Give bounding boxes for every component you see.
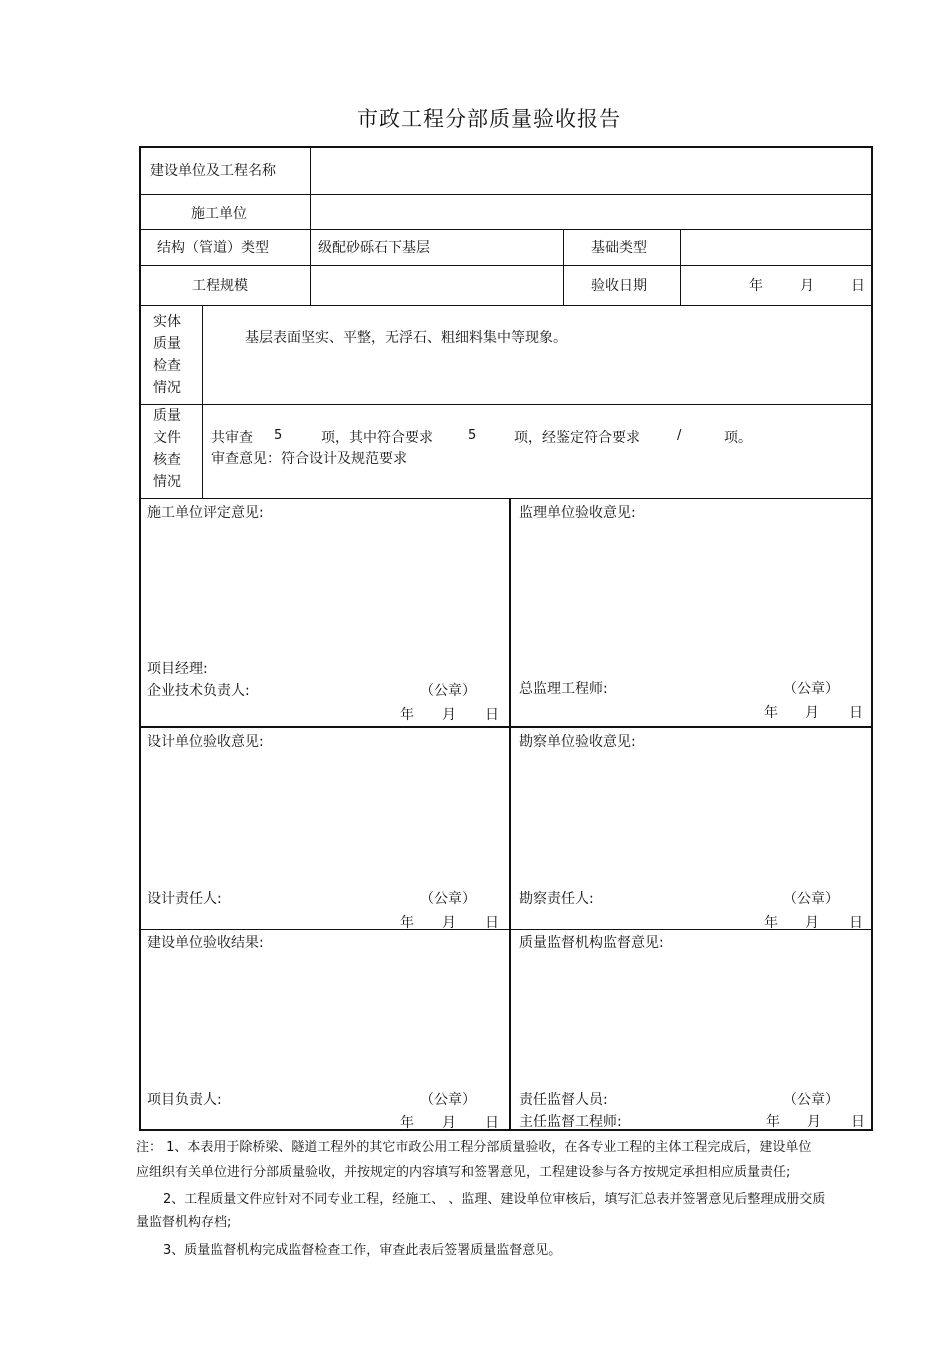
contractor-opinion-title: 施工单位评定意见: bbox=[147, 505, 264, 521]
quality-check-label-2: 质量 bbox=[153, 336, 181, 352]
survey-seal: （公章） bbox=[783, 891, 839, 907]
regulator-chief-engineer: 主任监督工程师: bbox=[519, 1114, 622, 1130]
regulator-seal: （公章） bbox=[783, 1092, 839, 1108]
date-year: 年 bbox=[749, 278, 763, 294]
row-divider bbox=[139, 194, 873, 195]
regulator-day: 日 bbox=[851, 1114, 865, 1130]
designer-responsible: 设计责任人: bbox=[147, 891, 222, 907]
owner-result-title: 建设单位验收结果: bbox=[147, 935, 264, 951]
date-label: 验收日期 bbox=[591, 278, 647, 294]
survey-month: 月 bbox=[805, 915, 819, 931]
row-divider bbox=[139, 929, 873, 930]
note-line-3: 2、工程质量文件应针对不同专业工程，经施工、 、监理、建设单位审核后，填写汇总表并签署意见后整理成册交质 bbox=[163, 1192, 826, 1207]
doc-review-total-count: 5 bbox=[274, 428, 283, 443]
designer-opinion-title: 设计单位验收意见: bbox=[147, 734, 264, 750]
quality-check-label-1: 实体 bbox=[153, 314, 181, 330]
survey-opinion-title: 勘察单位验收意见: bbox=[519, 734, 636, 750]
survey-day: 日 bbox=[849, 915, 863, 931]
col-divider bbox=[680, 229, 681, 305]
supervisor-day: 日 bbox=[849, 705, 863, 721]
designer-day: 日 bbox=[485, 915, 499, 931]
doc-review-label-4: 情况 bbox=[153, 474, 181, 490]
doc-review-comply-prefix: 项，其中符合要求 bbox=[321, 430, 433, 446]
col-divider bbox=[563, 229, 564, 305]
project-name-label: 建设单位及工程名称 bbox=[150, 163, 276, 179]
supervisor-seal: （公章） bbox=[783, 681, 839, 697]
doc-review-label-2: 文件 bbox=[153, 430, 181, 446]
doc-review-appraisal-count: / bbox=[677, 428, 682, 443]
supervisor-chief-engineer: 总监理工程师: bbox=[519, 681, 608, 697]
owner-day: 日 bbox=[485, 1115, 499, 1131]
contractor-seal: （公章） bbox=[420, 683, 476, 699]
scale-label: 工程规模 bbox=[192, 278, 248, 294]
quality-check-label-4: 情况 bbox=[153, 380, 181, 396]
supervisor-month: 月 bbox=[805, 705, 819, 721]
row-divider bbox=[139, 404, 873, 405]
table-border-left bbox=[139, 146, 141, 1131]
col-divider bbox=[202, 305, 203, 498]
note-line-2: 应组织有关单位进行分部质量验收，并按规定的内容填写和签署意见，工程建设参与各方按规定承担相应质量责任; bbox=[136, 1165, 791, 1180]
quality-check-content: 基层表面坚实、平整，无浮石、粗细料集中等现象。 bbox=[245, 330, 567, 346]
date-month: 月 bbox=[800, 278, 814, 294]
contractor-day: 日 bbox=[485, 707, 499, 723]
regulator-supervisor: 责任监督人员: bbox=[519, 1092, 608, 1108]
note-line-4: 量监督机构存档; bbox=[136, 1215, 232, 1230]
survey-responsible: 勘察责任人: bbox=[519, 891, 594, 907]
structure-type-value: 级配砂砾石下基层 bbox=[318, 240, 430, 256]
structure-type-label: 结构（管道）类型 bbox=[157, 240, 269, 256]
note-line-1: 注： 1、本表用于除桥梁、隧道工程外的其它市政公用工程分部质量验收，在各专业工程的主体工程完成后，建设单位 bbox=[136, 1140, 812, 1155]
contractor-tech-lead: 企业技术负责人: bbox=[147, 683, 250, 699]
survey-year: 年 bbox=[764, 915, 778, 931]
owner-seal: （公章） bbox=[420, 1092, 476, 1108]
row-divider bbox=[139, 726, 873, 728]
designer-seal: （公章） bbox=[420, 891, 476, 907]
date-day: 日 bbox=[851, 278, 865, 294]
doc-review-label-1: 质量 bbox=[153, 408, 181, 424]
quality-check-label-3: 检查 bbox=[153, 358, 181, 374]
contractor-year: 年 bbox=[400, 707, 414, 723]
row-divider bbox=[139, 498, 873, 499]
regulator-year: 年 bbox=[766, 1114, 780, 1130]
designer-month: 月 bbox=[442, 915, 456, 931]
doc-review-comply-count: 5 bbox=[468, 428, 477, 443]
contractor-label: 施工单位 bbox=[191, 206, 247, 222]
row-divider bbox=[139, 305, 873, 306]
page-title: 市政工程分部质量验收报告 bbox=[357, 107, 621, 131]
table-border-top bbox=[139, 146, 873, 148]
contractor-project-manager: 项目经理: bbox=[147, 661, 208, 677]
doc-review-suffix: 项。 bbox=[724, 430, 752, 446]
row-divider bbox=[139, 229, 873, 230]
regulator-opinion-title: 质量监督机构监督意见: bbox=[519, 935, 664, 951]
doc-review-total-prefix: 共审查 bbox=[211, 430, 253, 446]
regulator-month: 月 bbox=[807, 1114, 821, 1130]
supervisor-year: 年 bbox=[764, 705, 778, 721]
contractor-month: 月 bbox=[442, 707, 456, 723]
supervisor-opinion-title: 监理单位验收意见: bbox=[519, 505, 636, 521]
table-border-right bbox=[871, 146, 873, 1131]
owner-project-lead: 项目负责人: bbox=[147, 1092, 222, 1108]
col-divider bbox=[509, 498, 511, 1130]
note-line-5: 3、质量监督机构完成监督检查工作，审查此表后签署质量监督意见。 bbox=[163, 1243, 562, 1258]
row-divider bbox=[139, 265, 873, 266]
doc-review-appraisal-prefix: 项，经鉴定符合要求 bbox=[514, 430, 640, 446]
doc-review-label-3: 核查 bbox=[153, 452, 181, 468]
owner-month: 月 bbox=[442, 1115, 456, 1131]
doc-review-opinion: 审查意见：符合设计及规范要求 bbox=[211, 451, 407, 467]
foundation-type-label: 基础类型 bbox=[591, 240, 647, 256]
table-border-bottom bbox=[139, 1129, 873, 1131]
designer-year: 年 bbox=[400, 915, 414, 931]
col-divider bbox=[310, 146, 311, 305]
owner-year: 年 bbox=[400, 1115, 414, 1131]
